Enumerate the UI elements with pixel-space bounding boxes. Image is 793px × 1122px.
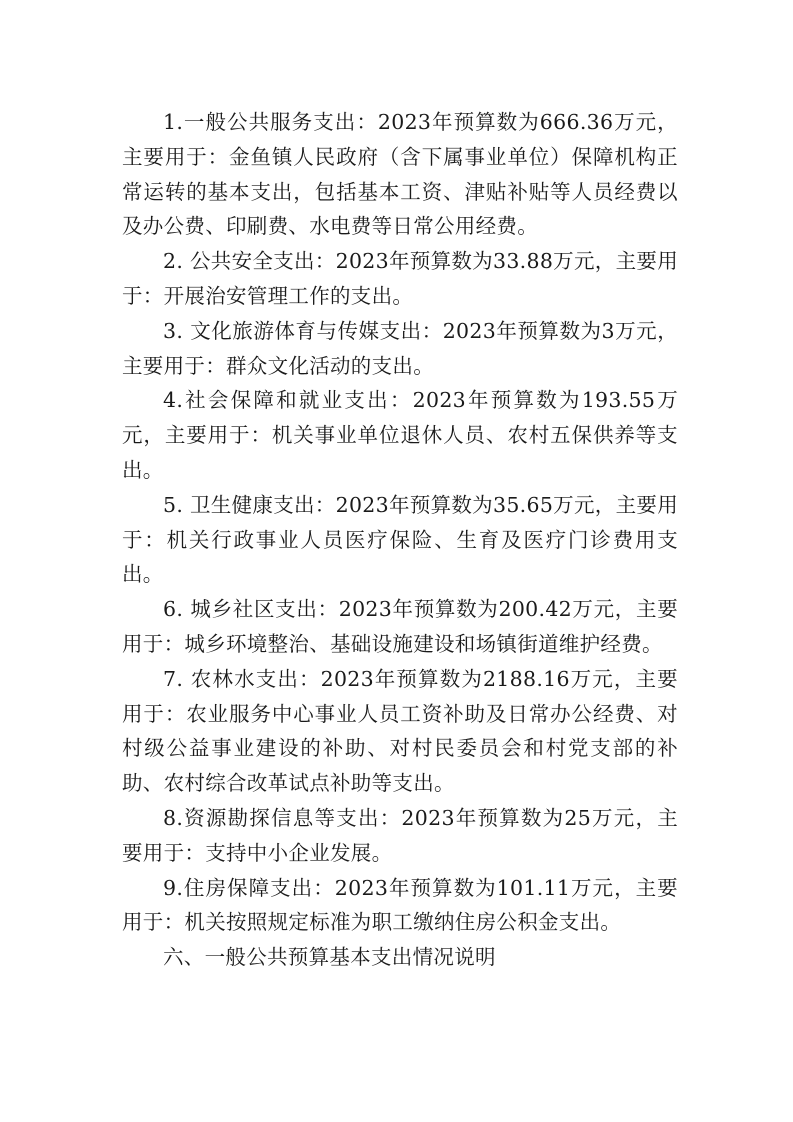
paragraph-urban-rural-community: 6. 城乡社区支出：2023年预算数为200.42万元，主要用于：城乡环境整治、基础设施建设和场镇街道维护经费。 — [122, 597, 678, 656]
document-body — [122, 105, 678, 975]
paragraph-agriculture-forestry-water: 7. 农林水支出：2023年预算数为2188.16万元，主要用于：农业服务中心事业人员工资补助及日常办公经费、对村级公益事业建设的补助、对村民委员会和村党支部的补助、农村综合改革试点补助等支出。 — [122, 666, 678, 796]
paragraph-housing-security: 9.住房保障支出：2023年预算数为101.11万元，主要用于：机关按照规定标准为职工缴纳住房公积金支出。 — [122, 875, 678, 935]
paragraph-culture-tourism-sports-media: 3. 文化旅游体育与传媒支出：2023年预算数为3万元，主要用于：群众文化活动的支出。 — [122, 318, 678, 378]
paragraph-social-security-employment: 4.社会保障和就业支出：2023年预算数为193.55万元，主要用于：机关事业单位退休人员、农村五保供养等支出。 — [122, 388, 678, 482]
paragraph-general-public-services: 1.一般公共服务支出：2023年预算数为666.36万元，主要用于：金鱼镇人民政府（含下属事业单位）保障机构正常运转的基本支出，包括基本工资、津贴补贴等人员经费以及办公费、印刷费、水电费等日常公用经费。 — [122, 110, 678, 239]
paragraph-resource-exploration-information: 8.资源勘探信息等支出：2023年预算数为25万元，主要用于：支持中小企业发展。 — [122, 805, 678, 865]
paragraph-public-security: 2. 公共安全支出：2023年预算数为33.88万元，主要用于：开展治安管理工作的支出。 — [122, 249, 678, 308]
section-heading-basic-expenditure: 六、一般公共预算基本支出情况说明 — [163, 945, 496, 970]
paragraph-health: 5. 卫生健康支出：2023年预算数为35.65万元，主要用于：机关行政事业人员医疗保险、生育及医疗门诊费用支出。 — [122, 492, 678, 587]
